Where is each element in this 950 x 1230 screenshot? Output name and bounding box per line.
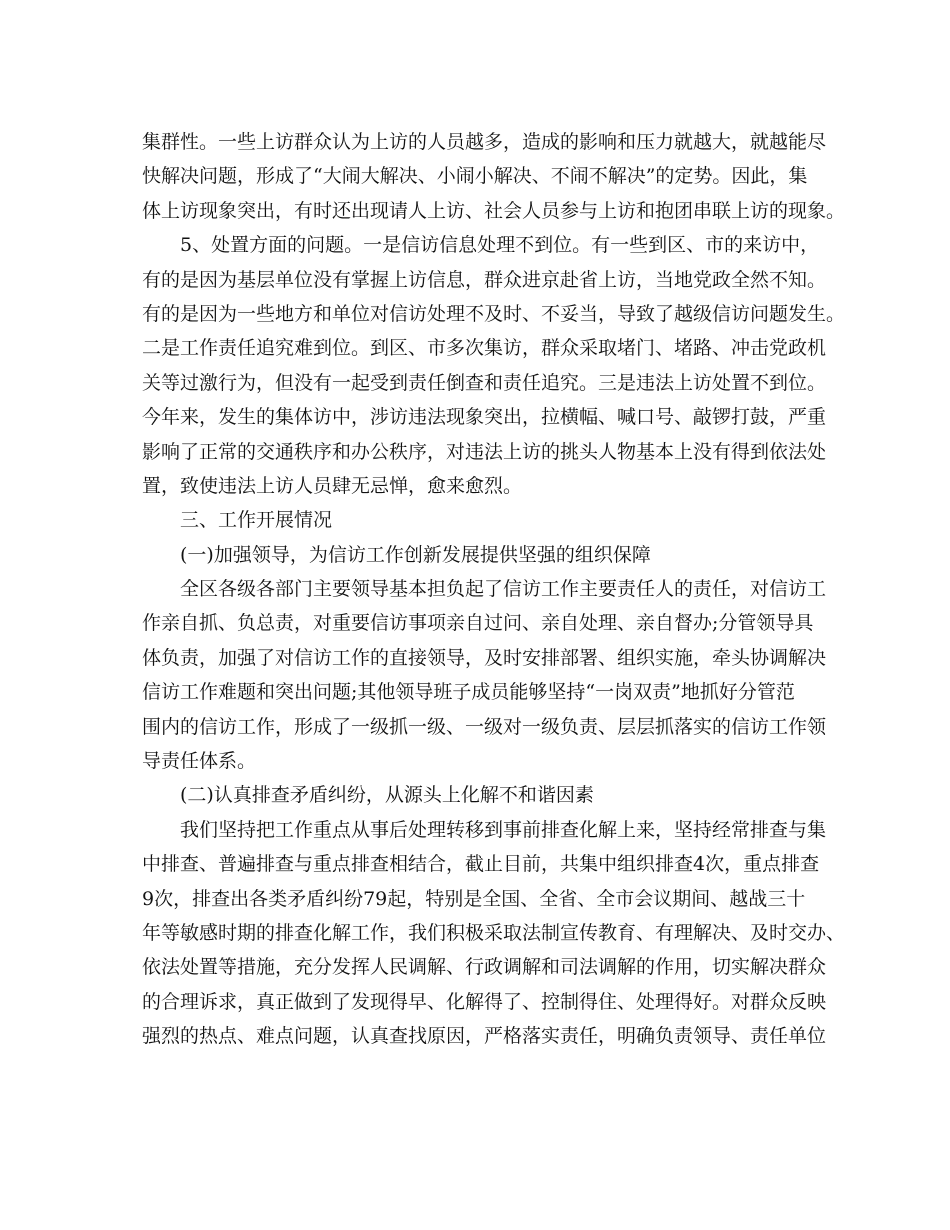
text-line: 5、处置方面的问题。一是信访信息处理不到位。有一些到区、市的来访中， (180, 234, 820, 257)
text-line: 信访工作难题和突出问题;其他领导班子成员能够坚持“一岗双责”地抓好分管范 (142, 681, 795, 704)
text-line: 影响了正常的交通秩序和办公秩序，对违法上访的挑头人物基本上没有得到依法处 (142, 440, 827, 463)
text-line: 强烈的热点、难点问题，认真查找原因，严格落实责任，明确负责领导、责任单位 (142, 1025, 827, 1048)
text-line: 关等过激行为，但没有一起受到责任倒查和责任追究。三是违法上访处置不到位。 (142, 371, 827, 394)
text-line: 围内的信访工作，形成了一级抓一级、一级对一级负责、层层抓落实的信访工作领 (142, 715, 827, 738)
text-line: 中排查、普遍排查与重点排查相结合，截止目前，共集中组织排查4次，重点排查 (142, 853, 820, 876)
text-line: 9次，排查出各类矛盾纠纷79起，特别是全国、全省、全市会议期间、越战三十 (142, 887, 806, 910)
text-line: 导责任体系。 (142, 750, 257, 773)
text-line: 的合理诉求，真正做到了发现得早、化解得了、控制得住、处理得好。对群众反映 (142, 990, 827, 1013)
subsection-heading: (一)加强领导，为信访工作创新发展提供坚强的组织保障 (180, 543, 651, 566)
text-line: 体上访现象突出，有时还出现请人上访、社会人员参与上访和抱团串联上访的现象。 (142, 199, 846, 222)
text-line: 作亲自抓、负总责，对重要信访事项亲自过问、亲自处理、亲自督办;分管领导具 (142, 612, 814, 635)
text-line: 有的是因为一些地方和单位对信访处理不及时、不妥当，导致了越级信访问题发生。 (142, 302, 846, 325)
text-line: 依法处置等措施，充分发挥人民调解、行政调解和司法调解的作用，切实解决群众 (142, 956, 827, 979)
text-line: 置，致使违法上访人员肆无忌惮，愈来愈烈。 (142, 474, 523, 497)
text-line: 全区各级各部门主要领导基本担负起了信访工作主要责任人的责任，对信访工 (180, 578, 827, 601)
text-line: 集群性。一些上访群众认为上访的人员越多，造成的影响和压力就越大，就越能尽 (142, 131, 827, 153)
subsection-heading: (二)认真排查矛盾纠纷，从源头上化解不和谐因素 (180, 784, 594, 807)
text-line: 快解决问题，形成了“大闹大解决、小闹小解决、不闹不解决”的定势。因此，集 (142, 165, 808, 188)
text-line: 有的是因为基层单位没有掌握上访信息，群众进京赴省上访，当地党政全然不知。 (142, 268, 827, 291)
text-line: 年等敏感时期的排查化解工作，我们积极采取法制宣传教育、有理解决、及时交办、 (142, 921, 846, 944)
text-line: 我们坚持把工作重点从事后处理转移到事前排查化解上来，坚持经常排查与集 (180, 818, 827, 841)
text-line: 二是工作责任追究难到位。到区、市多次集访，群众采取堵门、堵路、冲击党政机 (142, 337, 827, 360)
text-line: 体负责，加强了对信访工作的直接领导，及时安排部署、组织实施，牵头协调解决 (142, 646, 827, 669)
text-line: 今年来，发生的集体访中，涉访违法现象突出，拉横幅、喊口号、敲锣打鼓，严重 (142, 406, 827, 429)
section-heading: 三、工作开展情况 (180, 509, 333, 532)
body-text (142, 125, 846, 1054)
